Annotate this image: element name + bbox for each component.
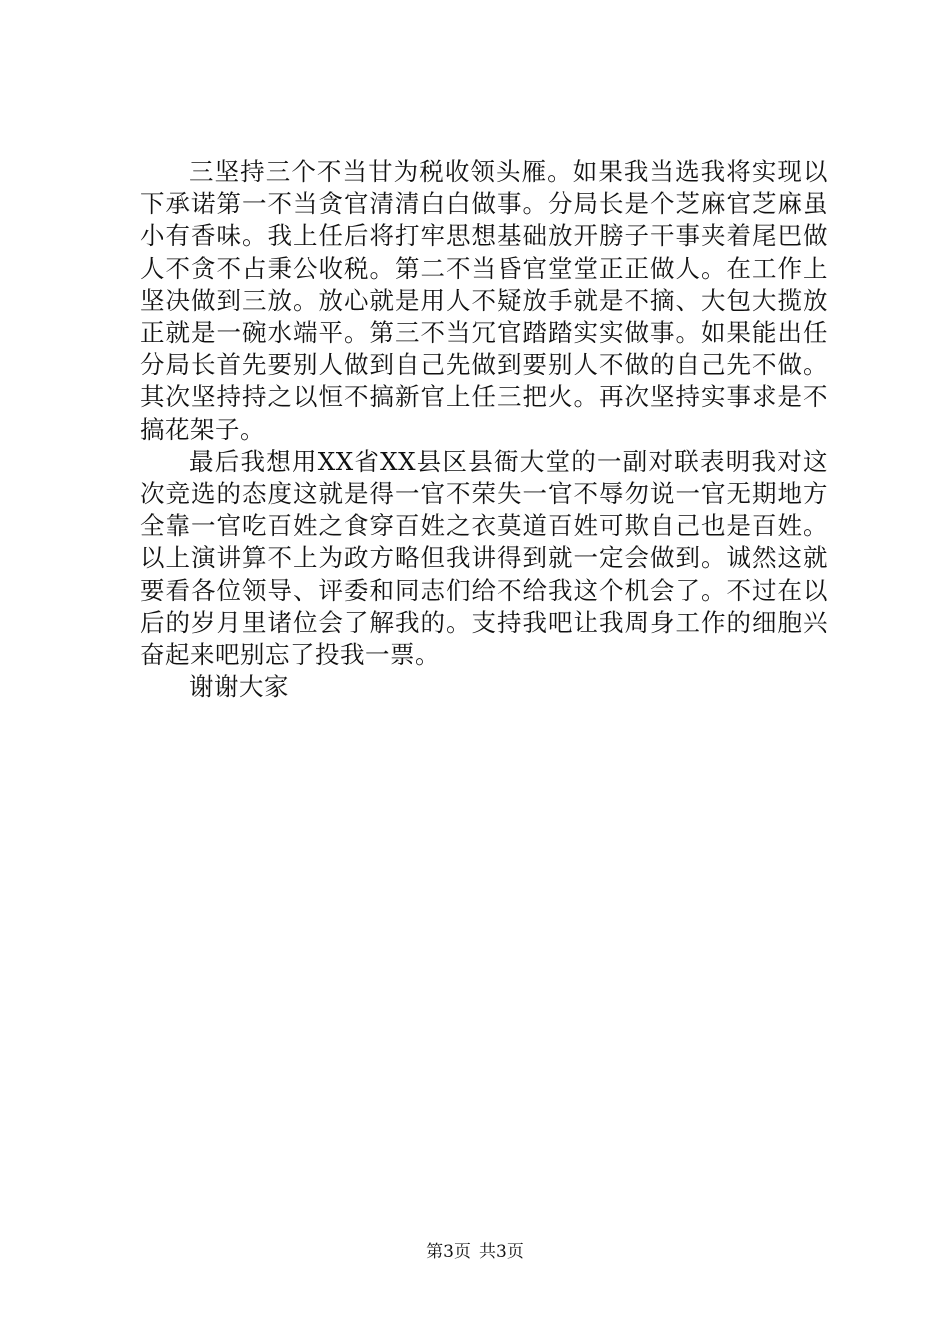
page-total: 共3页 xyxy=(479,1242,524,1262)
paragraph-thanks: 谢谢大家 xyxy=(189,672,289,702)
document-body xyxy=(140,156,828,703)
page-footer xyxy=(0,1240,950,1264)
paragraph-closing: 最后我想用XX省XX县区县衙大堂的一副对联表明我对这次竞选的态度这就是得一官不荣失一官不辱勿说一官无期地方全靠一官吃百姓之食穿百姓之衣莫道百姓可欺自己也是百姓。以上演讲算不上为政方略但我讲得到就一定会做到。诚然这就要看各位领导、评委和同志们给不给我这个机会了。不过在以后的岁月里诸位会了解我的。支持我吧让我周身工作的细胞兴奋起来吧别忘了投我一票。 xyxy=(140,446,828,670)
paragraph-commitments: 三坚持三个不当甘为税收领头雁。如果我当选我将实现以下承诺第一不当贪官清清白白做事。分局长是个芝麻官芝麻虽小有香味。我上任后将打牢思想基础放开膀子干事夹着尾巴做人不贪不占秉公收税。第二不当昏官堂堂正正做人。在工作上坚决做到三放。放心就是用人不疑放手就是不摘、大包大揽放正就是一碗水端平。第三不当冗官踏踏实实做事。如果能出任分局长首先要别人做到自己先做到要别人不做的自己先不做。其次坚持持之以恒不搞新官上任三把火。再次坚持实事求是不搞花架子。 xyxy=(140,157,828,444)
page-number: 第3页 xyxy=(426,1242,471,1262)
